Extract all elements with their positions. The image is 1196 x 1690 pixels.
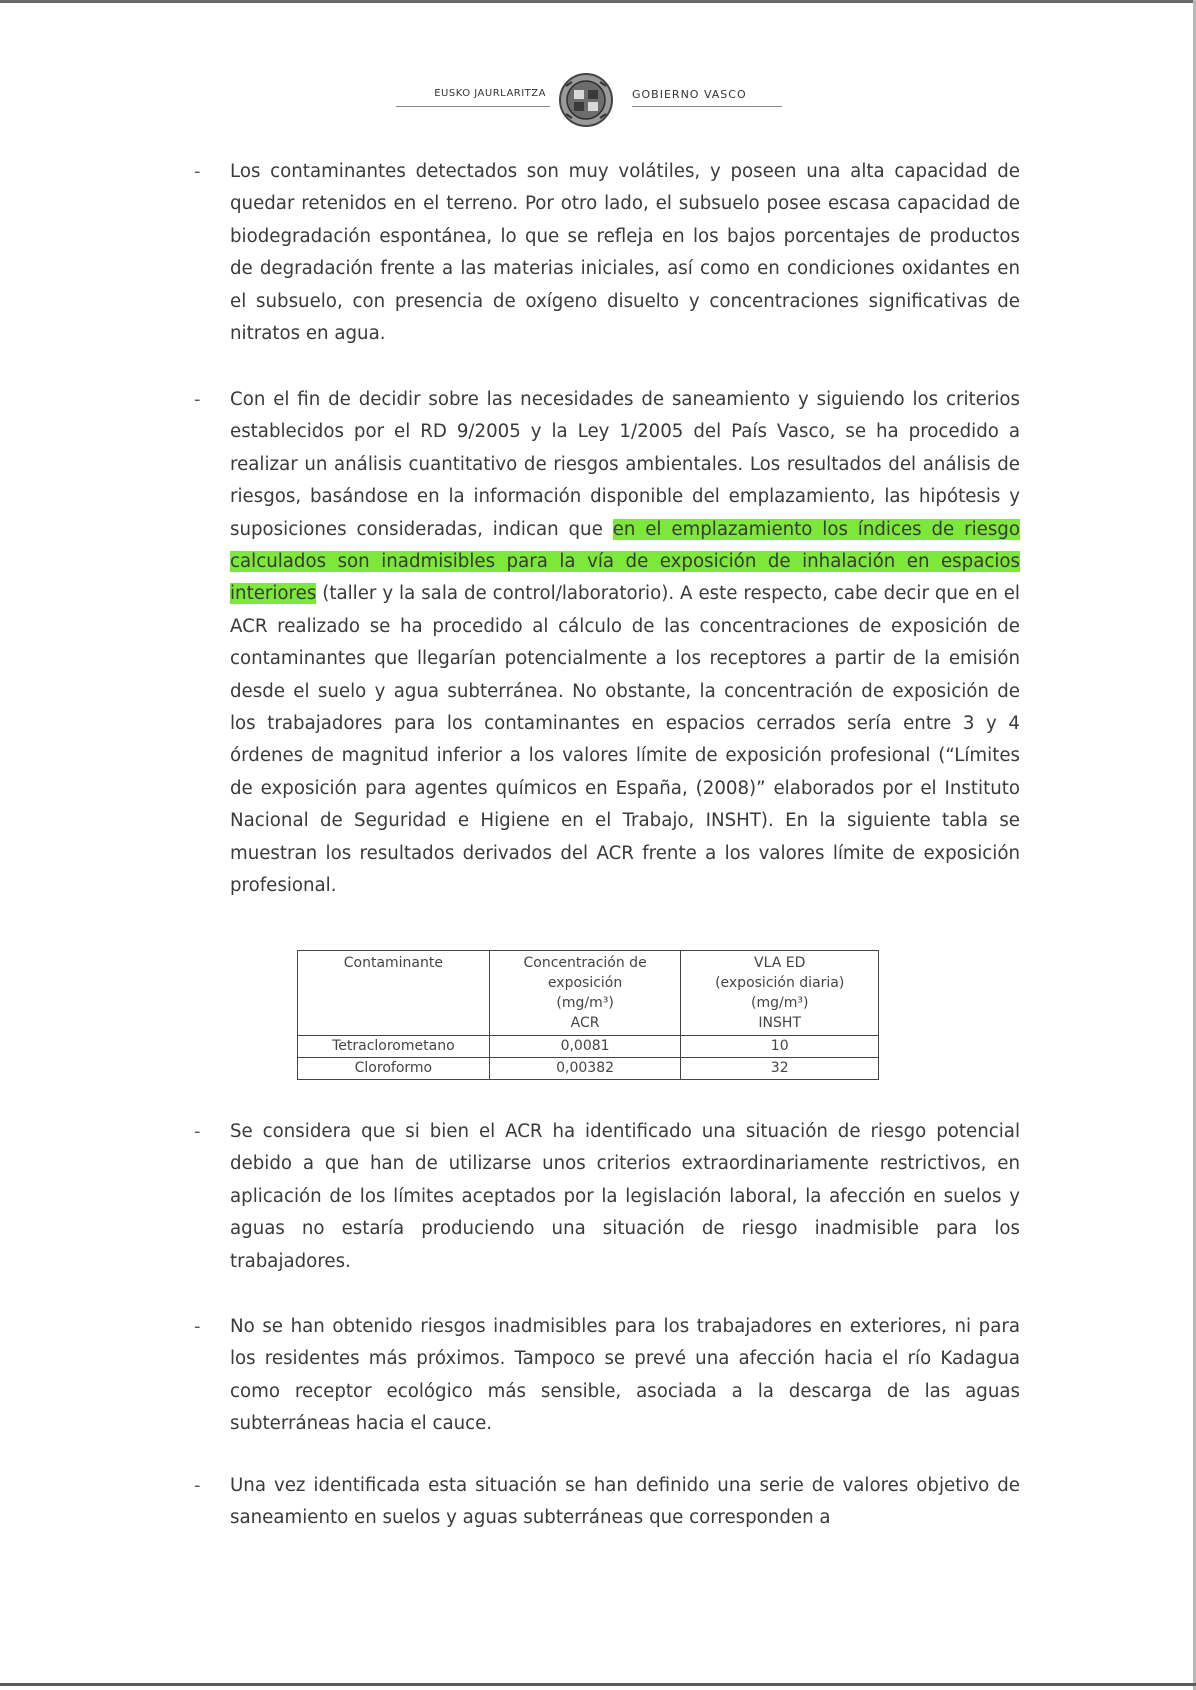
bullet-marker: - (194, 1316, 201, 1337)
header-line: exposición (547, 975, 623, 991)
paragraph-risk-analysis (230, 384, 1020, 903)
table-cell: 32 (681, 1058, 879, 1080)
table-cell: Cloroformo (298, 1058, 490, 1080)
page-edge-bottom (0, 1683, 1196, 1686)
paragraph-text: (taller y la sala de control/laboratorio). A este respecto, cabe decir que en el ACR realizado se ha procedido al cálculo de las concentraciones de exposición de contaminantes que llegarían potencialmente a los receptores a partir de la emisión desde el suelo y agua subterránea. No obstante, la concentración de exposición de los trabajadores para los contaminantes en espacios cerrados sería entre 3 y 4 órdenes de magnitud inferior a los valores límite de exposición profesional (“Límites de exposición para agentes químicos en España, (2008)” elaborados por el Instituto Nacional de Seguridad e Higiene en el Trabajo, INSHT). En la siguiente tabla se muestran los resultados derivados del ACR frente a los valores límite de exposición profesional. (230, 583, 1020, 897)
header-line: VLA ED (754, 955, 806, 971)
table-header-cell (681, 951, 879, 1036)
bullet-marker: - (194, 1475, 201, 1496)
table-cell: 10 (681, 1036, 879, 1058)
header-line: Contaminante (343, 955, 443, 971)
paragraph-volatility: Los contaminantes detectados son muy volátiles, y poseen una alta capacidad de quedar retenidos en el terreno. Por otro lado, el subsuelo posee escasa capacidad de biodegradación espontánea, lo que se refleja en los bajos porcentajes de productos de degradación frente a las materias iniciales, así como en condiciones oxidantes en el subsuelo, con presencia de oxígeno disuelto y concentraciones significativas de nitratos en agua. (230, 161, 1020, 345)
paragraph-restrictive-criteria: Se considera que si bien el ACR ha identificado una situación de riesgo potencial debido a que han de utilizarse unos criterios extraordinariamente restrictivos, en aplicación de los límites aceptados por la legislación laboral, la afección en suelos y aguas no estaría produciendo una situación de riesgo inadmisible para los trabajadores. (230, 1121, 1020, 1272)
coat-of-arms-icon (558, 72, 614, 128)
table-cell: 0,0081 (489, 1036, 681, 1058)
header-line: (mg/m³) (751, 995, 809, 1011)
letterhead-right-label: GOBIERNO VASCO (632, 88, 782, 107)
header-line: Concentración de (523, 955, 647, 971)
exposure-table (297, 950, 879, 1080)
table-cell: Tetraclorometano (298, 1036, 490, 1058)
header-line: ACR (570, 1015, 600, 1031)
header-line: (exposición diaria) (715, 975, 845, 991)
page-edge-top (0, 0, 1196, 3)
table-cell: 0,00382 (489, 1058, 681, 1080)
table-row (298, 1036, 879, 1058)
table-header-cell (298, 951, 490, 1036)
table-header-row (298, 951, 879, 1036)
header-line: INSHT (758, 1015, 801, 1031)
bullet-marker: - (194, 1121, 201, 1142)
table-row (298, 1058, 879, 1080)
header-line: (mg/m³) (556, 995, 614, 1011)
paragraph-text: Con el fin de decidir sobre las necesidades de saneamiento y siguiendo los criterios establecidos por el RD 9/2005 y la Ley 1/2005 del País Vasco, se ha procedido a realizar un análisis cuantitativo de riesgos ambientales. Los resultados del análisis de riesgos, basándose en la información disponible del emplazamiento, las hipótesis y suposiciones consideradas, indican que (230, 389, 1020, 540)
table-header-cell (489, 951, 681, 1036)
letterhead-left-label: EUSKO JAURLARITZA (396, 88, 550, 107)
paragraph-target-values: Una vez identificada esta situación se han definido una serie de valores objetivo de saneamiento en suelos y aguas subterráneas que corresponden a (230, 1475, 1020, 1529)
bullet-marker: - (194, 389, 201, 410)
letterhead (360, 72, 840, 128)
bullet-marker: - (194, 161, 201, 182)
highlighted-text: en el emplazamiento los índices de riesgo calculados son inadmisibles para la vía de exposición de inhalación en espacios interiores (230, 518, 1020, 605)
paragraph-no-risk-exterior: No se han obtenido riesgos inadmisibles para los trabajadores en exteriores, ni para los residentes más próximos. Tampoco se prevé una afección hacia el río Kadagua como receptor ecológico más sensible, asociada a la descarga de las aguas subterráneas hacia el cauce. (230, 1316, 1020, 1435)
